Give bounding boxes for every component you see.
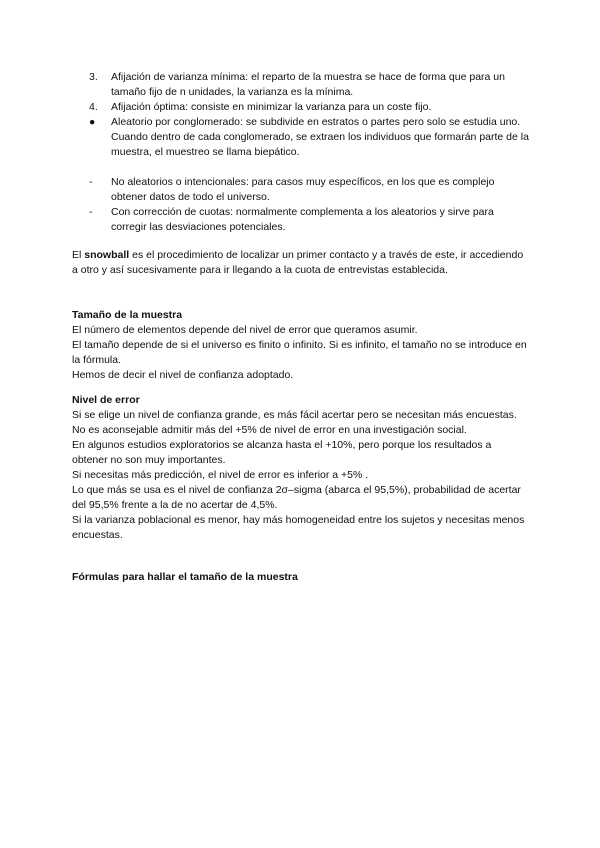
section-tamano: [72, 308, 528, 383]
list-item: [89, 115, 529, 160]
list-item-text: Con corrección de cuotas: normalmente complementa a los aleatorios y sirve para corregir las desviaciones potenciales.: [111, 206, 494, 233]
list-item-text: No aleatorios o intencionales: para casos muy específicos, en los que es complejo obtener datos de todo el universo.: [111, 176, 495, 203]
paragraph-line: El tamaño depende de si el universo es finito o infinito. Si es infinito, el tamaño no se introduce en la fórmula.: [72, 339, 527, 366]
list-marker: 4.: [89, 101, 98, 113]
list-marker: 3.: [89, 71, 98, 83]
snowball-text-before: El: [72, 249, 85, 261]
list-item-text: Aleatorio por conglomerado: se subdivide en estratos o partes pero solo se estudia uno. Cuando dentro de cada conglomerado, se extraen los individuos que formarán parte de la muestra, el muestreo se llama biepático.: [111, 116, 529, 158]
paragraph-line: En algunos estudios exploratorios se alcanza hasta el +10%, pero porque los resultados a obtener no son muy importantes.: [72, 439, 492, 466]
list-item: [89, 175, 529, 205]
numbered-list: [89, 70, 529, 160]
list-marker: -: [89, 206, 93, 218]
snowball-text-after: es el procedimiento de localizar un primer contacto y a través de este, ir accediendo a otro y así sucesivamente para ir llegando a la cuota de entrevistas establecida.: [72, 249, 524, 276]
list-item: [89, 100, 529, 115]
list-item-text: Afijación óptima: consiste en minimizar la varianza para un coste fijo.: [111, 101, 432, 113]
list-item: [89, 205, 529, 235]
paragraph-line: Si necesitas más predicción, el nivel de error es inferior a +5% .: [72, 469, 369, 481]
paragraph-line: Hemos de decir el nivel de confianza adoptado.: [72, 369, 294, 381]
section-formulas: [72, 570, 528, 585]
dash-list: [89, 175, 529, 235]
snowball-paragraph: [72, 248, 528, 278]
bullet-icon: ●: [89, 116, 96, 128]
section-heading: Fórmulas para hallar el tamaño de la muestra: [72, 571, 298, 583]
list-item: [89, 70, 529, 100]
snowball-term: snowball: [84, 249, 130, 261]
section-heading: Tamaño de la muestra: [72, 309, 183, 321]
paragraph-line: Si se elige un nivel de confianza grande, es más fácil acertar pero se necesitan más encuestas.: [72, 409, 517, 421]
list-marker: -: [89, 176, 93, 188]
section-error: [72, 393, 528, 543]
section-heading: Nivel de error: [72, 394, 140, 406]
paragraph-line: Lo que más se usa es el nivel de confianza 2σ–sigma (abarca el 95,5%), probabilidad de acertar del 95,5% frente a la de no acertar de 4,5%.: [72, 484, 521, 511]
list-item-text: Afijación de varianza mínima: el reparto de la muestra se hace de forma que para un tamaño fijo de n unidades, la varianza es la mínima.: [111, 71, 505, 98]
paragraph-line: Si la varianza poblacional es menor, hay más homogeneidad entre los sujetos y necesitas menos encuestas.: [72, 514, 525, 541]
paragraph-line: No es aconsejable admitir más del +5% de nivel de error en una investigación social.: [72, 424, 467, 436]
paragraph-line: El número de elementos depende del nivel de error que queramos asumir.: [72, 324, 418, 336]
